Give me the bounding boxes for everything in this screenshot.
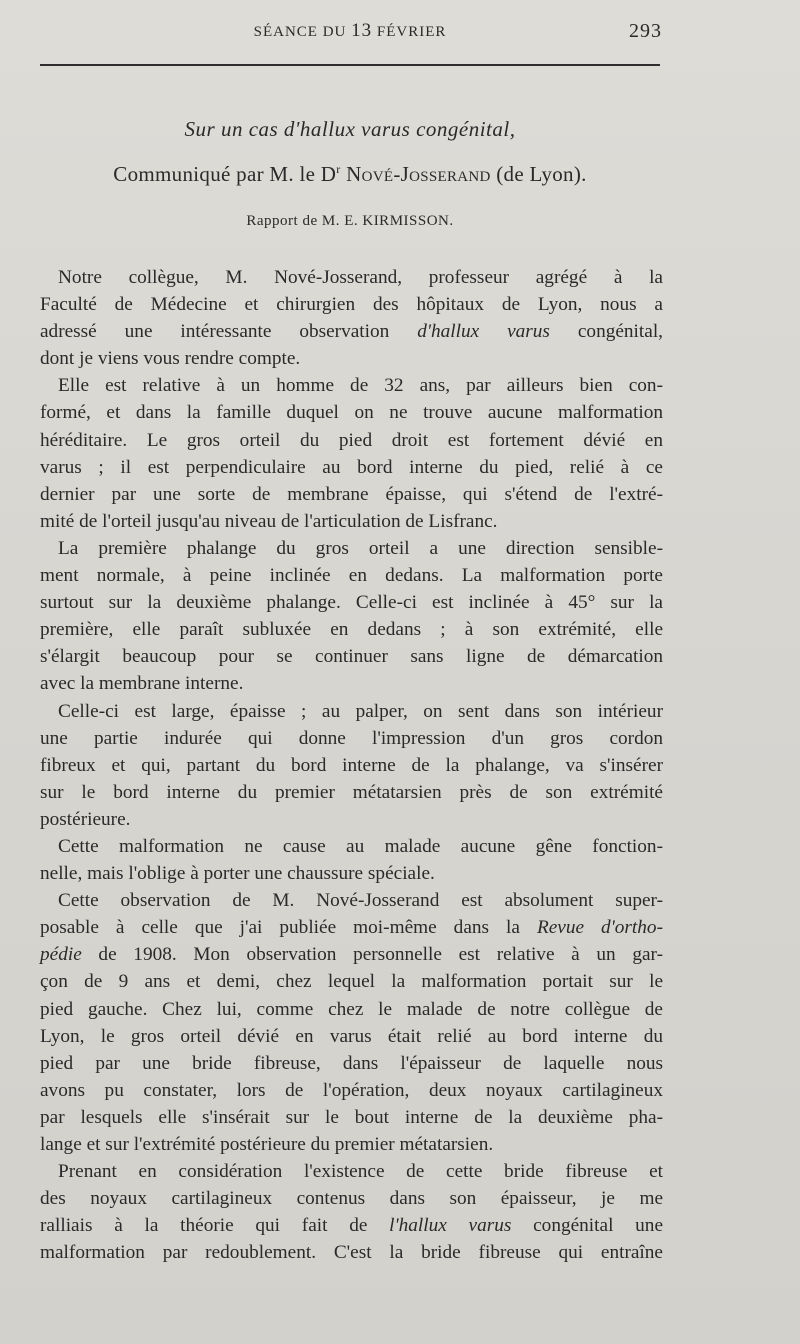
line-text: formé, et dans la famille duquel on ne trouve aucune malformation <box>40 402 663 424</box>
text-line <box>40 399 663 426</box>
line-text: héréditaire. Le gros orteil du pied droit est fortement dévié en <box>40 429 663 451</box>
text-line <box>40 643 663 670</box>
line-text: Notre collègue, M. Nové-Josserand, professeur agrégé à la <box>58 267 663 288</box>
text-line <box>40 291 663 318</box>
line-text: Lyon, le gros orteil dévié en varus était relié au bord interne du <box>40 1025 663 1047</box>
italic-text: pédie <box>40 944 82 966</box>
line-text: posable à celle que j'ai publiée moi-même dans la <box>40 917 537 939</box>
line-text: première, elle paraît subluxée en dedans ; à son extrémité, elle <box>40 619 663 641</box>
line-text: adressé une intéressante observation <box>40 321 418 343</box>
running-title <box>40 20 660 42</box>
line-text: varus ; il est perpendiculaire au bord interne du pied, relié à ce <box>40 456 663 478</box>
text-line <box>40 562 663 589</box>
text-line <box>40 670 663 697</box>
line-text: par lesquels elle s'insérait sur le bout interne de la deuxième pha- <box>40 1106 663 1128</box>
text-line <box>40 345 663 372</box>
text-line <box>40 779 663 806</box>
report-attribution: Rapport de M. E. KIRMISSON. <box>246 213 454 229</box>
line-text: surtout sur la deuxième phalange. Celle-ci est inclinée à 45° sur la <box>40 592 663 614</box>
line-text: ment normale, à peine inclinée en dedans. La malformation porte <box>40 565 663 587</box>
line-text: malformation par redoublement. C'est la bride fibreuse qui entraîne <box>40 1242 663 1264</box>
text-line <box>40 616 663 643</box>
text-line <box>40 968 663 995</box>
line-text: dont je viens vous rendre compte. <box>40 348 301 370</box>
text-line <box>40 806 663 833</box>
line-text: Celle-ci est large, épaisse ; au palper, on sent dans son intérieur <box>58 700 663 722</box>
line-text: de 1908. Mon observation personnelle est relative à un gar- <box>81 944 663 966</box>
line-text: sur le bord interne du premier métatarsien près de son extrémité <box>40 781 663 803</box>
line-text: congénital une <box>511 1215 663 1237</box>
text-line <box>40 833 663 860</box>
line-text: pied gauche. Chez lui, comme chez le malade de notre collègue de <box>40 998 663 1020</box>
text-line <box>40 535 663 562</box>
running-title-date: 13 <box>351 20 373 41</box>
running-title-part: FÉVRIER <box>372 24 447 40</box>
line-text: Faculté de Médecine et chirurgien des hôpitaux de Lyon, nous a <box>40 294 663 316</box>
byline-superscript: r <box>336 162 341 176</box>
article-title: Sur un cas d'hallux varus congénital, <box>184 117 516 141</box>
text-line <box>40 1158 663 1185</box>
page-number: 293 <box>629 20 662 42</box>
line-text: çon de 9 ans et demi, chez lequel la malformation portait sur le <box>40 971 663 993</box>
text-line <box>40 1023 663 1050</box>
italic-text: l'hallux varus <box>389 1215 512 1237</box>
line-text: avons pu constater, lors de l'opération, deux noyaux cartilagineux <box>40 1079 663 1101</box>
article-byline <box>40 162 660 187</box>
line-text: pied par une bride fibreuse, dans l'épaisseur de laquelle nous <box>40 1052 663 1074</box>
line-text: congénital, <box>549 321 663 343</box>
byline-suffix: (de Lyon). <box>490 162 587 186</box>
author-name: Nové-Josserand <box>340 162 491 186</box>
text-line <box>40 1212 663 1239</box>
line-text: ralliais à la théorie qui fait de <box>40 1215 390 1237</box>
text-line <box>40 1185 663 1212</box>
line-text: Cette malformation ne cause au malade aucune gêne fonction- <box>58 835 663 857</box>
text-line <box>40 725 663 752</box>
article-body <box>40 264 663 1266</box>
text-line <box>40 698 663 725</box>
text-line <box>40 427 663 454</box>
italic-text: Revue d'ortho- <box>536 917 663 939</box>
text-line <box>40 1131 663 1158</box>
line-text: une partie indurée qui donne l'impression d'un gros cordon <box>40 727 663 749</box>
header-rule <box>40 64 660 66</box>
line-text: La première phalange du gros orteil a une direction sensible- <box>58 537 663 559</box>
line-text: s'élargit beaucoup pour se continuer sans ligne de démarcation <box>40 646 663 668</box>
byline-prefix: Communiqué par M. le D <box>113 162 337 186</box>
text-line <box>40 996 663 1023</box>
text-line <box>40 914 663 941</box>
running-head <box>40 20 660 44</box>
text-line <box>40 752 663 779</box>
italic-text: d'hallux varus <box>417 321 550 343</box>
line-text: des noyaux cartilagineux contenus dans son épaisseur, je me <box>40 1188 663 1210</box>
line-text: nelle, mais l'oblige à porter une chaussure spéciale. <box>40 863 435 885</box>
text-line <box>40 1239 663 1266</box>
text-line <box>40 454 663 481</box>
running-title-part: SÉANCE DU <box>253 24 352 40</box>
line-text: Elle est relative à un homme de 32 ans, par ailleurs bien con- <box>58 375 663 397</box>
text-line <box>40 508 663 535</box>
line-text: mité de l'orteil jusqu'au niveau de l'articulation de Lisfranc. <box>40 510 498 532</box>
line-text: postérieure. <box>40 808 131 830</box>
line-text: dernier par une sorte de membrane épaisse, qui s'étend de l'extré- <box>40 483 663 505</box>
text-line <box>40 887 663 914</box>
line-text: Prenant en considération l'existence de cette bride fibreuse et <box>58 1161 663 1183</box>
text-line <box>40 1077 663 1104</box>
text-line <box>40 860 663 887</box>
line-text: Cette observation de M. Nové-Josserand est absolument super- <box>58 890 663 912</box>
text-line <box>40 941 663 968</box>
text-line <box>40 481 663 508</box>
text-line <box>40 264 663 291</box>
text-line <box>40 372 663 399</box>
text-line <box>40 1104 663 1131</box>
text-line <box>40 589 663 616</box>
text-line <box>40 1050 663 1077</box>
line-text: lange et sur l'extrémité postérieure du premier métatarsien. <box>40 1134 494 1155</box>
line-text: fibreux et qui, partant du bord interne de la phalange, va s'insérer <box>40 754 663 776</box>
text-line <box>40 318 663 345</box>
line-text: avec la membrane interne. <box>40 673 244 695</box>
